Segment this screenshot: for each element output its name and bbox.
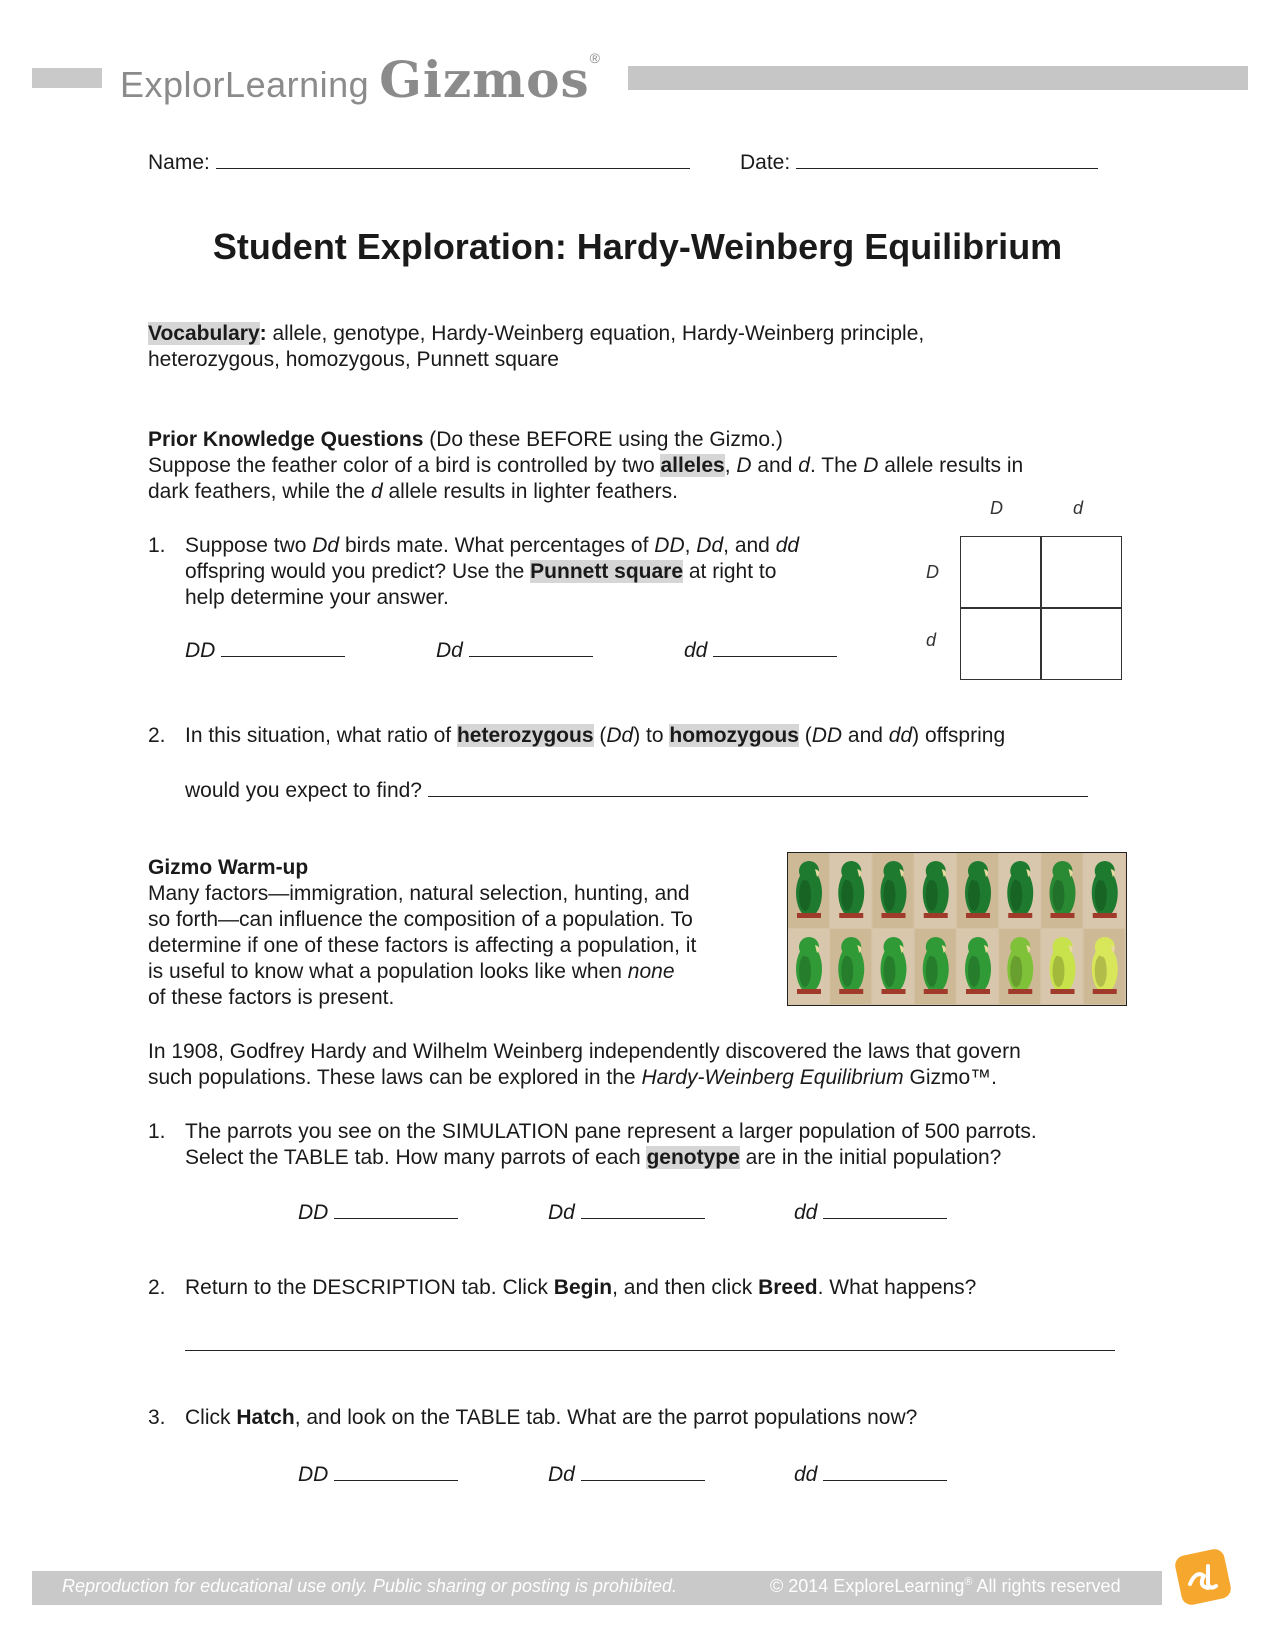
name-field[interactable] (148, 148, 690, 175)
punnett-col-label-D: D (990, 498, 1003, 518)
warmup-q3-answer-dd[interactable]: dd (794, 1460, 947, 1487)
parrot-icon (923, 937, 949, 994)
warmup-q2-line: Return to the DESCRIPTION tab. Click Begin, and then click Breed. What happens? (185, 1276, 977, 1299)
footer-notice: Reproduction for educational use only. Public sharing or posting is prohibited. (62, 1576, 678, 1596)
page-title: Student Exploration: Hardy-Weinberg Equilibrium (212, 226, 1063, 267)
date-blank[interactable] (796, 148, 1098, 169)
warmup-p2-line-2: such populations. These laws can be explored in the Hardy-Weinberg Equilibrium Gizmo™. (148, 1066, 997, 1089)
parrot-icon (838, 937, 864, 994)
header-bar-right (628, 66, 1248, 90)
warmup-q1-number: 1. (148, 1120, 166, 1143)
warmup-heading: Gizmo Warm-up (148, 856, 309, 879)
warmup-p2-line-1: In 1908, Godfrey Hardy and Wilhelm Weinberg independently discovered the laws that govern (148, 1040, 1021, 1063)
warmup-q1-line-2: Select the TABLE tab. How many parrots of each genotype are in the initial population? (185, 1146, 1002, 1169)
parrot-icon (1050, 861, 1076, 918)
name-blank[interactable] (216, 148, 690, 169)
parrot-icon (965, 861, 991, 918)
parrot-icon (796, 861, 822, 918)
warmup-p1-line-3: determine if one of these factors is affecting a population, it (148, 934, 697, 957)
date-field[interactable] (740, 148, 1098, 175)
prior-q2-line-2[interactable]: would you expect to find? (185, 776, 1088, 803)
warmup-q2-answer-line[interactable] (185, 1330, 1115, 1351)
name-label: Name: (148, 151, 210, 174)
vocabulary-line-2: heterozygous, homozygous, Punnett square (148, 348, 559, 371)
parrot-icon (1007, 937, 1033, 994)
prior-q1-number: 1. (148, 534, 166, 557)
parrot-icon (796, 937, 822, 994)
prior-q1-line-1: Suppose two Dd birds mate. What percentages of DD, Dd, and dd (185, 534, 800, 557)
header-bar-left (32, 68, 102, 88)
warmup-q3-line: Click Hatch, and look on the TABLE tab. What are the parrot populations now? (185, 1406, 918, 1429)
warmup-q1-answer-dd[interactable]: dd (794, 1198, 947, 1225)
footer-copyright: © 2014 ExploreLearning® All rights reserved (770, 1576, 1121, 1596)
warmup-q1-answer-Dd[interactable]: Dd (548, 1198, 705, 1225)
warmup-q2-number: 2. (148, 1276, 166, 1299)
prior-q1-answer-dd[interactable]: dd (684, 636, 837, 663)
warmup-q3-answer-DD[interactable]: DD (298, 1460, 458, 1487)
prior-q1-line-3: help determine your answer. (185, 586, 449, 609)
warmup-p1-line-2: so forth—can influence the composition of a population. To (148, 908, 693, 931)
warmup-q1-line-1: The parrots you see on the SIMULATION pane represent a larger population of 500 parrots. (185, 1120, 1037, 1143)
parrot-icon (1092, 937, 1118, 994)
date-label: Date: (740, 151, 791, 174)
punnett-row-label-D: D (926, 562, 939, 582)
prior-heading: Prior Knowledge Questions (Do these BEFORE using the Gizmo.) (148, 428, 783, 451)
parrot-icon (1092, 861, 1118, 918)
parrot-icon (838, 861, 864, 918)
parrot-icon (1007, 861, 1033, 918)
vocabulary-label: Vocabulary (148, 322, 260, 345)
parrot-icon (881, 937, 907, 994)
warmup-q3-number: 3. (148, 1406, 166, 1429)
brand-logo: ExplorLearning Gizmos® (120, 50, 600, 109)
prior-q1-line-2: offspring would you predict? Use the Punnett square at right to (185, 560, 777, 583)
warmup-p1-line-5: of these factors is present. (148, 986, 395, 1009)
warmup-p1-line-1: Many factors—immigration, natural selection, hunting, and (148, 882, 690, 905)
vocabulary-line-1: Vocabulary: allele, genotype, Hardy-Weinberg equation, Hardy-Weinberg principle, (148, 322, 925, 345)
punnett-square[interactable] (960, 536, 1122, 680)
prior-q2-line-1: In this situation, what ratio of heterozygous (Dd) to homozygous (DD and dd) offspring (185, 724, 1006, 747)
warmup-q3-answer-Dd[interactable]: Dd (548, 1460, 705, 1487)
prior-q2-number: 2. (148, 724, 166, 747)
parrot-icon (923, 861, 949, 918)
parrot-population-image (787, 852, 1127, 1006)
parrot-icon (965, 937, 991, 994)
prior-intro-line-1: Suppose the feather color of a bird is controlled by two alleles, D and d. The D allele results in (148, 454, 1024, 477)
punnett-col-label-d: d (1073, 498, 1084, 518)
parrot-icon (1050, 937, 1076, 994)
warmup-q1-answer-DD[interactable]: DD (298, 1198, 458, 1225)
prior-q1-answer-Dd[interactable]: Dd (436, 636, 593, 663)
explorelearning-logo-icon (1170, 1544, 1236, 1610)
punnett-row-label-d: d (926, 630, 937, 650)
parrot-icon (881, 861, 907, 918)
warmup-p1-line-4: is useful to know what a population looks like when none (148, 960, 675, 983)
prior-intro-line-2: dark feathers, while the d allele results in lighter feathers. (148, 480, 678, 503)
prior-q1-answer-DD[interactable]: DD (185, 636, 345, 663)
